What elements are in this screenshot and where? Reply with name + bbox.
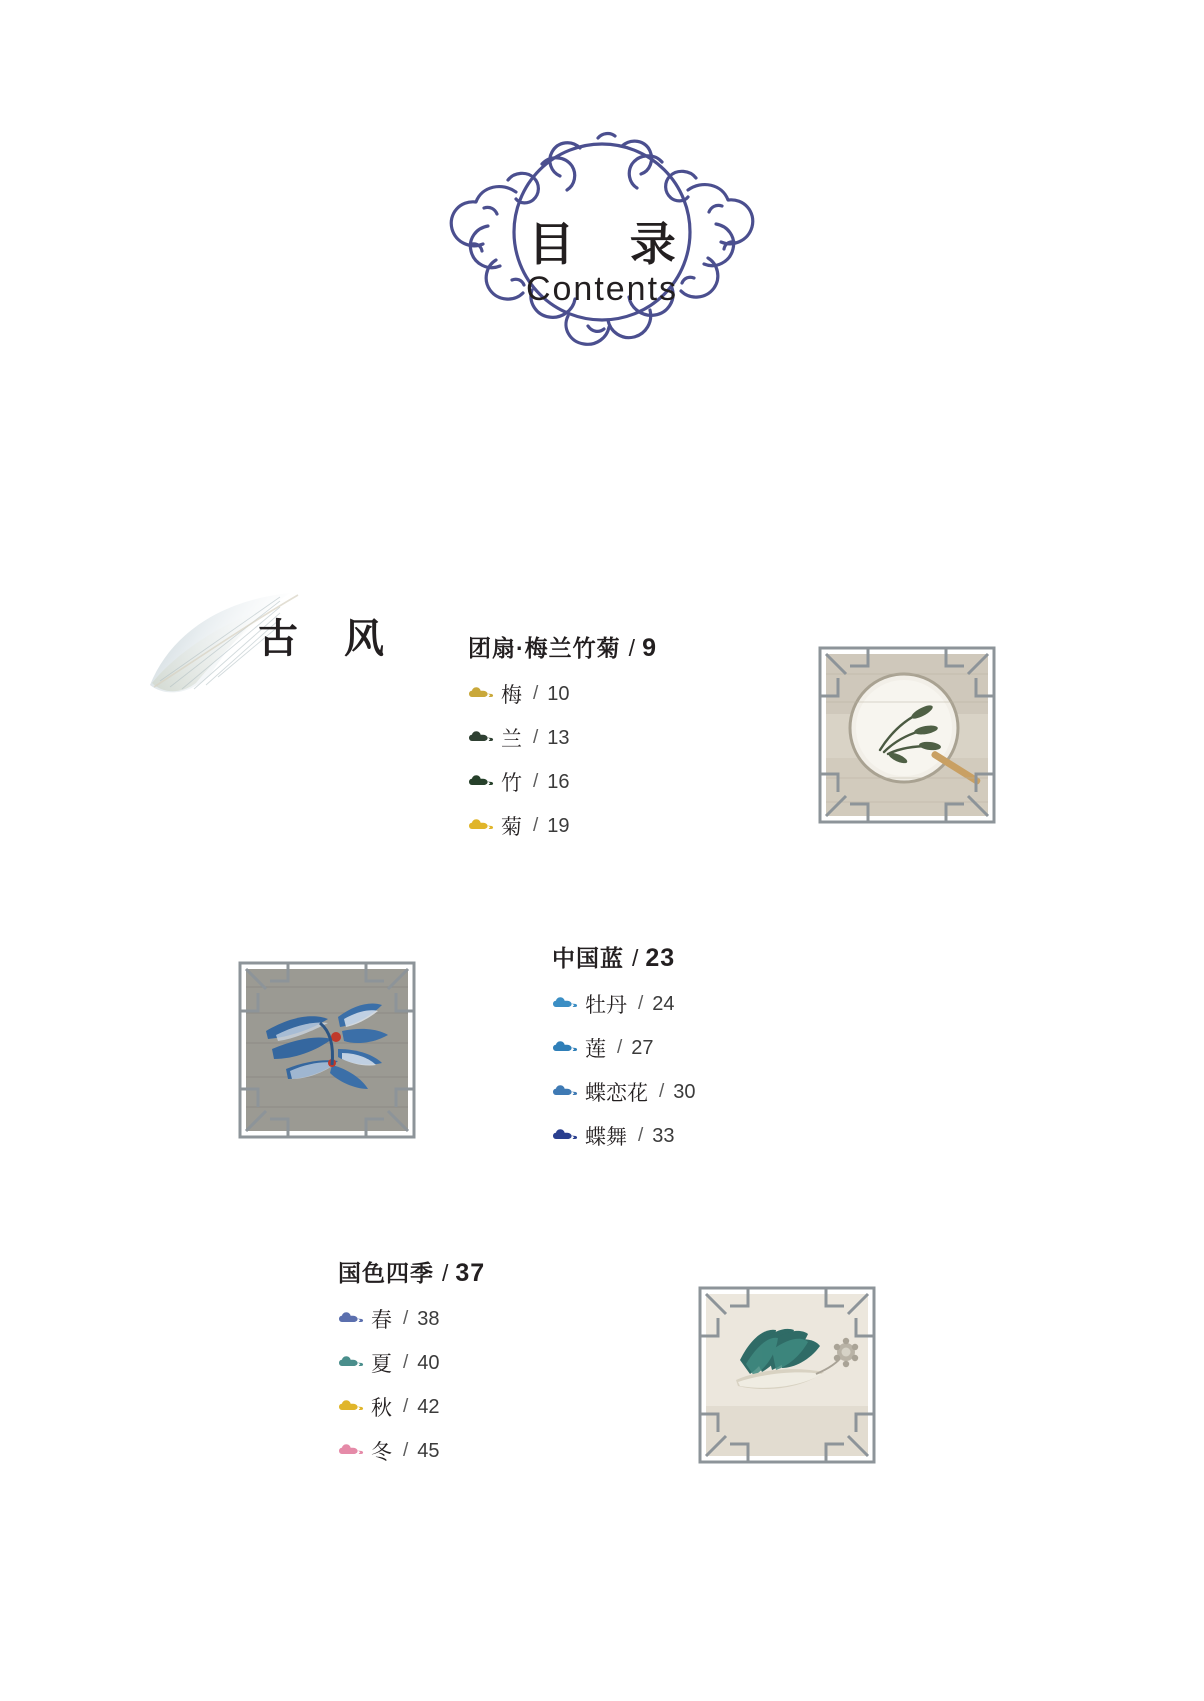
entry-page: 38	[417, 1307, 440, 1330]
section-page: 23	[645, 944, 676, 972]
entry-page: 40	[417, 1351, 440, 1374]
page-title: 目 录	[528, 219, 698, 270]
entry-slash: /	[659, 1081, 665, 1102]
cloud-bullet-icon	[552, 1084, 578, 1100]
cloud-bullet-icon	[468, 774, 494, 790]
entry-slash: /	[403, 1308, 409, 1329]
entry-slash: /	[638, 993, 644, 1014]
entry-slash: /	[533, 771, 539, 792]
entry-page: 45	[417, 1439, 440, 1462]
list-item[interactable]	[552, 1121, 696, 1151]
section-title-text: 中国蓝	[552, 945, 624, 971]
cloud-bullet-icon	[552, 996, 578, 1012]
entry-label: 兰	[501, 728, 522, 751]
list-item[interactable]	[338, 1436, 485, 1466]
list-item[interactable]	[338, 1304, 485, 1334]
entry-page: 24	[652, 992, 675, 1015]
ornate-frame-icon	[232, 955, 422, 1145]
entry-slash: /	[533, 815, 539, 836]
entry-label: 梅	[501, 684, 522, 707]
section-page: 9	[642, 634, 657, 662]
entry-label: 莲	[585, 1038, 606, 1061]
cloud-bullet-icon	[552, 1128, 578, 1144]
entry-slash: /	[403, 1396, 409, 1417]
entry-page: 27	[631, 1036, 654, 1059]
brand-label: 古 风	[258, 616, 402, 661]
entry-page: 42	[417, 1395, 440, 1418]
list-item[interactable]	[338, 1392, 485, 1422]
entry-page: 16	[547, 770, 570, 793]
section-title	[338, 1255, 485, 1288]
entry-label: 蝶舞	[585, 1126, 627, 1149]
list-item[interactable]	[468, 811, 657, 841]
cloud-bullet-icon	[468, 686, 494, 702]
section-page: 37	[455, 1259, 486, 1287]
entry-label: 竹	[501, 772, 522, 795]
section-fan	[468, 630, 657, 855]
entry-page: 10	[547, 682, 570, 705]
entry-slash: /	[617, 1037, 623, 1058]
entry-label: 夏	[371, 1353, 392, 1376]
entry-slash: /	[533, 727, 539, 748]
entry-label: 春	[371, 1309, 392, 1332]
entry-page: 19	[547, 814, 570, 837]
contents-header	[0, 120, 1204, 370]
entry-slash: /	[403, 1352, 409, 1373]
cloud-bullet-icon	[338, 1311, 364, 1327]
page-title-en: Contents	[525, 270, 679, 308]
cloud-bullet-icon	[552, 1040, 578, 1056]
list-item[interactable]	[468, 679, 657, 709]
cloud-bullet-icon	[338, 1399, 364, 1415]
entry-label: 菊	[501, 816, 522, 839]
cloud-bullet-icon	[468, 818, 494, 834]
entry-page: 13	[547, 726, 570, 749]
entry-page: 33	[652, 1124, 675, 1147]
section-title-slash: /	[632, 945, 640, 971]
list-item[interactable]	[338, 1348, 485, 1378]
section-title	[468, 630, 657, 663]
entry-label: 牡丹	[585, 994, 627, 1017]
entry-slash: /	[403, 1440, 409, 1461]
list-item[interactable]	[468, 723, 657, 753]
cloud-bullet-icon	[468, 730, 494, 746]
section-title-text: 国色四季	[338, 1260, 434, 1286]
cloud-bullet-icon	[338, 1355, 364, 1371]
entry-page: 30	[673, 1080, 696, 1103]
entry-slash: /	[638, 1125, 644, 1146]
section-title-slash: /	[442, 1260, 450, 1286]
list-item[interactable]	[552, 1077, 696, 1107]
ornate-frame-icon	[812, 640, 1002, 830]
section-title	[552, 940, 696, 973]
section-chinese-blue	[552, 940, 696, 1165]
section-four-seasons	[338, 1255, 485, 1480]
section-title-text: 团扇·梅兰竹菊	[468, 635, 621, 661]
ornate-frame-icon	[692, 1280, 882, 1470]
photo-blue-flowers	[232, 955, 422, 1145]
photo-green-leaves	[692, 1280, 882, 1470]
cloud-bullet-icon	[338, 1443, 364, 1459]
entry-label: 秋	[371, 1397, 392, 1420]
entry-label: 蝶恋花	[585, 1082, 648, 1105]
brand-block	[140, 575, 400, 715]
section-title-slash: /	[628, 635, 637, 661]
entry-slash: /	[533, 683, 539, 704]
entry-label: 冬	[371, 1441, 392, 1464]
list-item[interactable]	[552, 1033, 696, 1063]
list-item[interactable]	[552, 989, 696, 1019]
photo-fan-orchid	[812, 640, 1002, 830]
list-item[interactable]	[468, 767, 657, 797]
